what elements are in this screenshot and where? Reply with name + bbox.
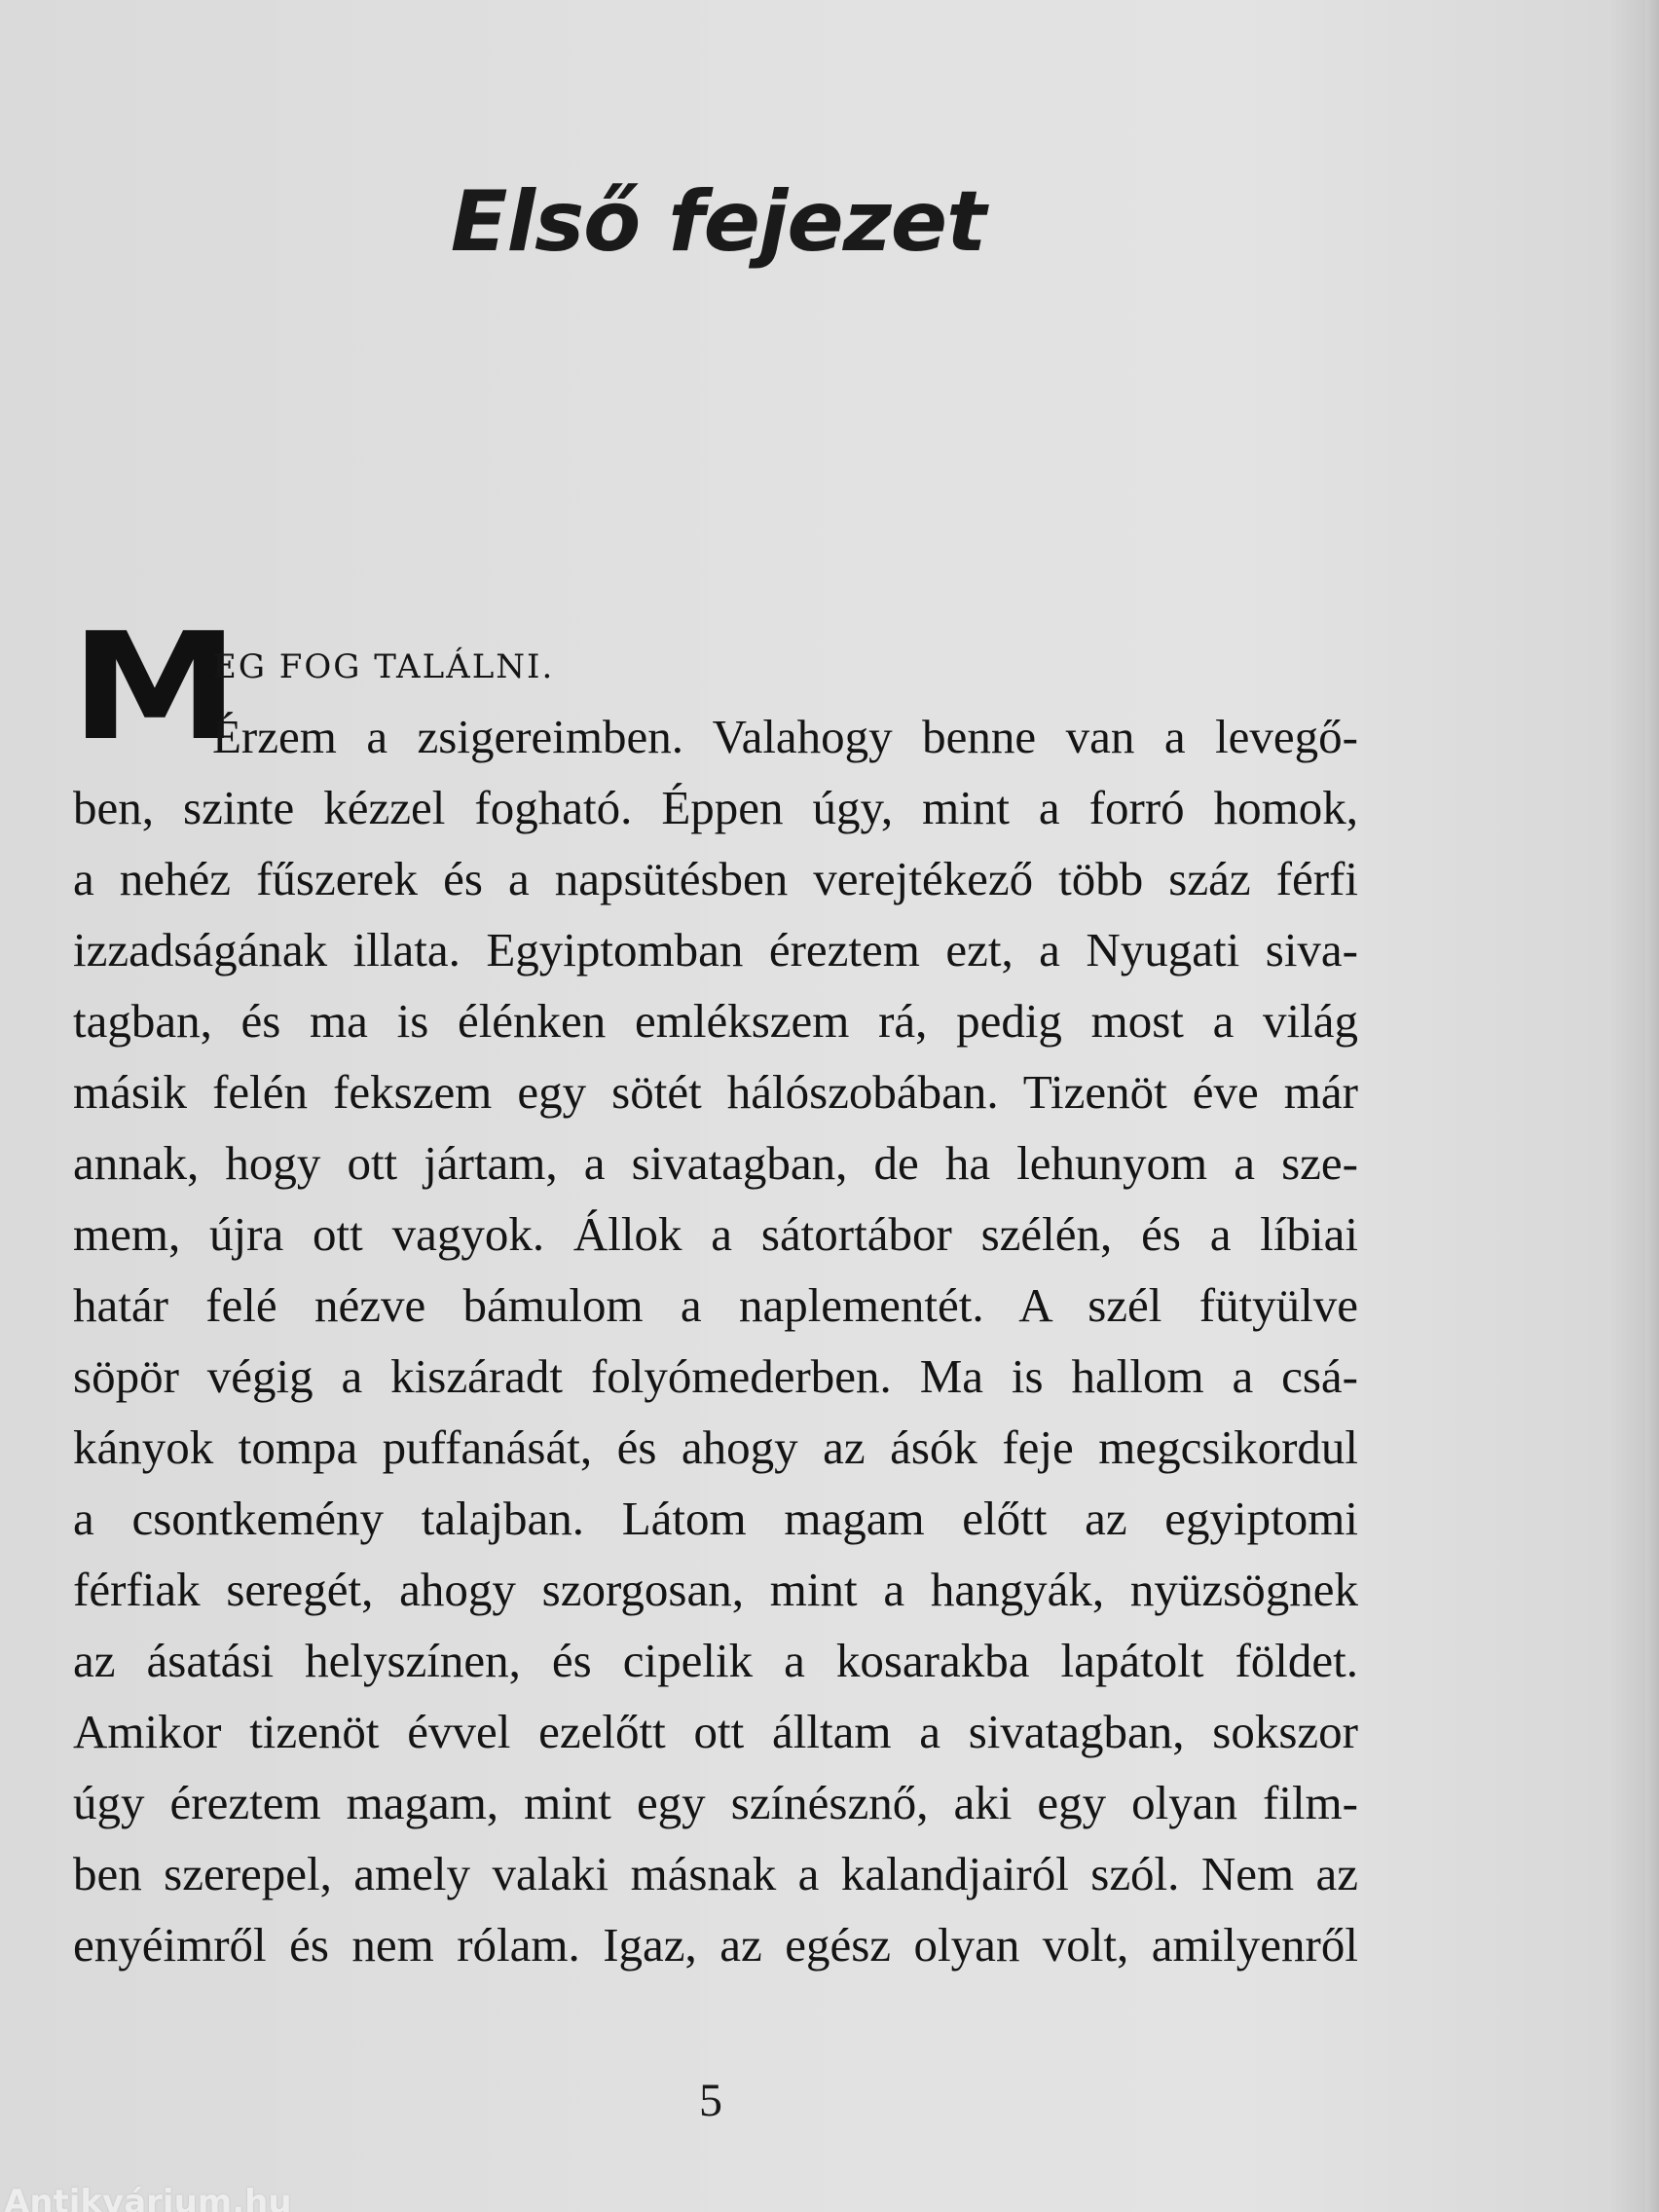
text-line: a nehéz fűszerek és a napsütésben verejtékező több száz férfi [73,852,1358,905]
text-line: mem, újra ott vagyok. Állok a sátortábor szélén, és a líbiai [73,1207,1358,1261]
text-line: ben szerepel, amely valaki másnak a kalandjairól szól. Nem az [73,1847,1358,1900]
text-line: férfiak seregét, ahogy szorgosan, mint a hangyák, nyüzsögnek [73,1563,1358,1616]
text-line: enyéimről és nem rólam. Igaz, az egész olyan volt, amilyenről [73,1918,1358,1972]
page-edge [1645,0,1659,2212]
drop-cap: M [70,601,240,773]
text-line: úgy éreztem magam, mint egy színésznő, aki egy olyan film- [73,1776,1358,1829]
text-line: söpör végig a kiszáradt folyómederben. Ma is hallom a csá- [73,1349,1358,1403]
text-line: annak, hogy ott jártam, a sivatagban, de ha lehunyom a sze- [73,1136,1358,1190]
opening-small-caps-line: EG FOG TALÁLNI. [212,647,555,686]
watermark: Antikvárium.hu [4,2183,292,2212]
page-number: 5 [699,2075,722,2126]
text-line: a csontkemény talajban. Látom magam előtt az egyiptomi [73,1492,1358,1545]
text-line: az ásatási helyszínen, és cipelik a kosarakba lapátolt földet. [73,1634,1358,1687]
text-line: kányok tompa puffanását, és ahogy az ásók feje megcsikordul [73,1420,1358,1474]
text-line: Amikor tizenöt évvel ezelőtt ott álltam a sivatagban, sokszor [73,1705,1358,1758]
text-line: Érzem a zsigereimben. Valahogy benne van a levegő- [212,710,1358,763]
text-line: tagban, és ma is élénken emlékszem rá, pedig most a világ [73,994,1358,1048]
chapter-title: Első fejezet [450,173,986,271]
text-line: határ felé nézve bámulom a naplementét. A szél fütyülve [73,1278,1358,1332]
text-line: izzadságának illata. Egyiptomban éreztem ezt, a Nyugati siva- [73,923,1358,977]
body-text [73,701,1358,1980]
text-line: másik felén fekszem egy sötét hálószobában. Tizenöt éve már [73,1065,1358,1119]
text-line: ben, szinte kézzel fogható. Éppen úgy, mint a forró homok, [73,781,1358,834]
